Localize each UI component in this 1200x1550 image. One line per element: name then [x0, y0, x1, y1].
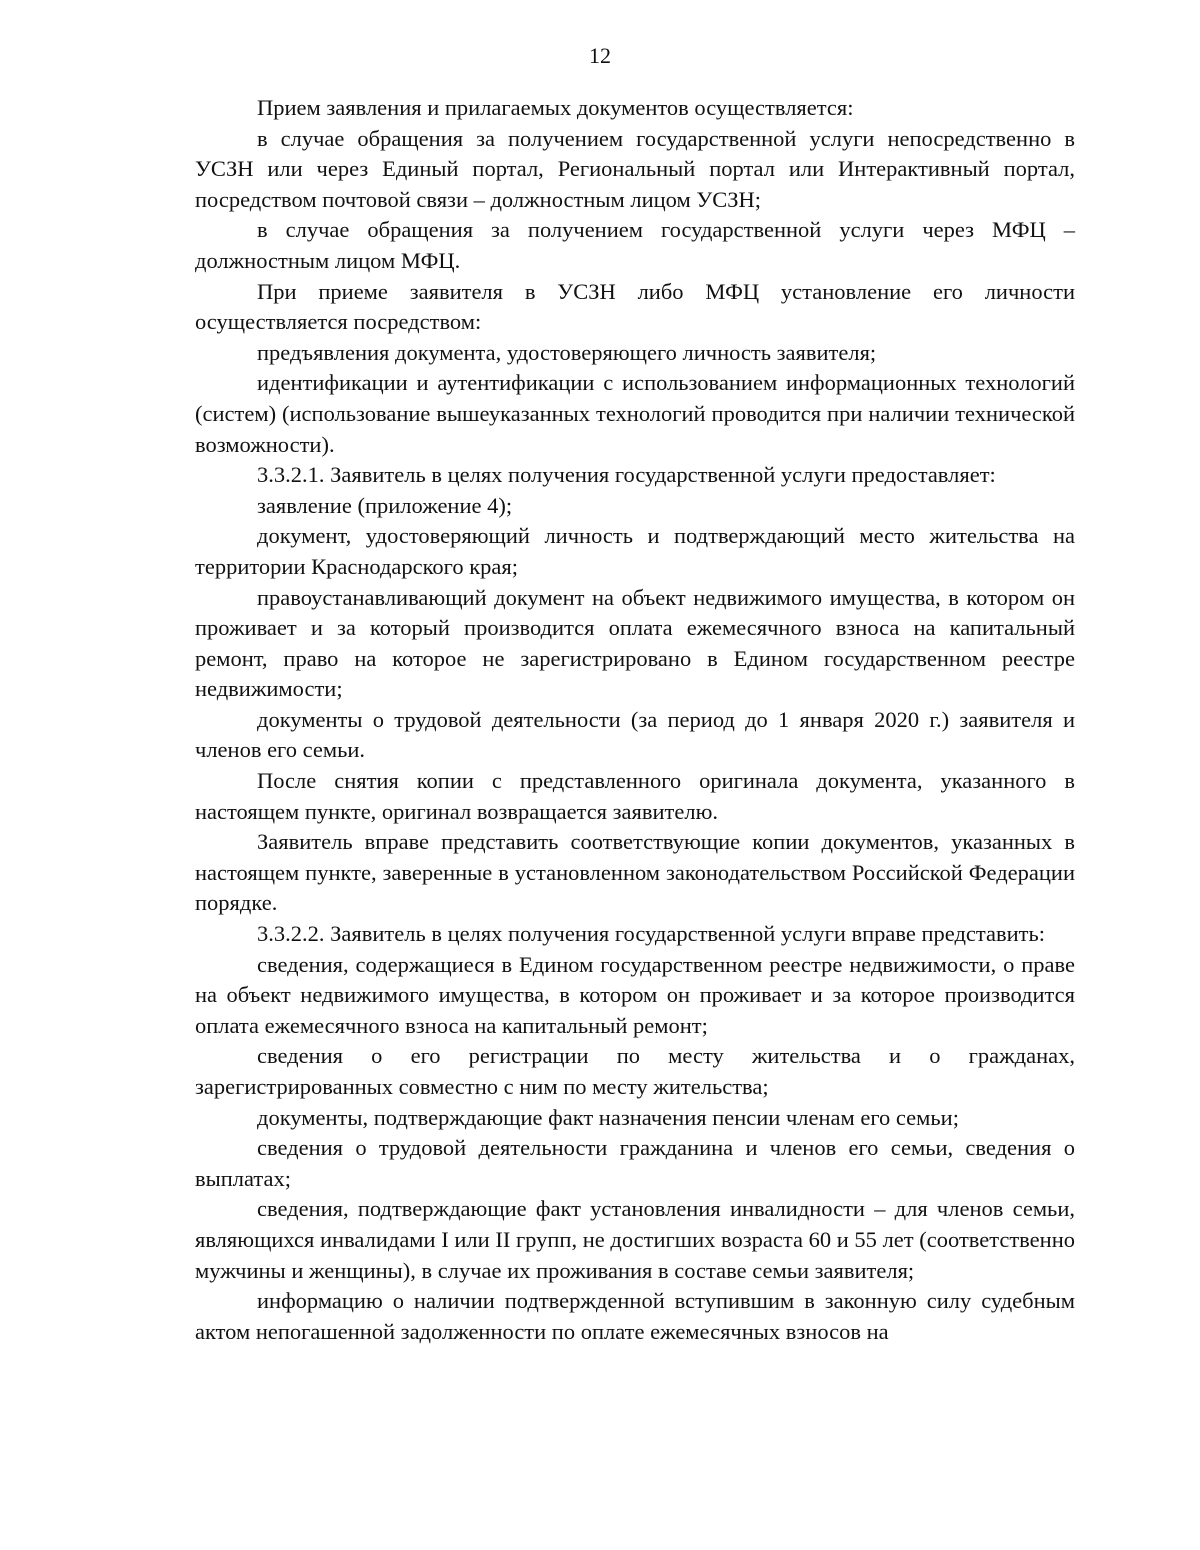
- paragraph: документы о трудовой деятельности (за период до 1 января 2020 г.) заявителя и членов его семьи.: [195, 706, 1075, 763]
- paragraph: в случае обращения за получением государственной услуги непосредственно в УСЗН или через Единый портал, Региональный портал или Интерактивный портал, посредством почтовой связи – должностным лицом УСЗН;: [195, 125, 1075, 212]
- paragraph: При приеме заявителя в УСЗН либо МФЦ установление его личности осуществляется посредством:: [195, 278, 1075, 335]
- paragraph: Прием заявления и прилагаемых документов осуществляется:: [257, 95, 854, 120]
- paragraph: правоустанавливающий документ на объект недвижимого имущества, в котором он проживает и за который производится оплата ежемесячного взноса на капитальный ремонт, право на которое не зарегистрировано в Едином государственном реестре недвижимости;: [195, 584, 1075, 702]
- paragraph: сведения о трудовой деятельности гражданина и членов его семьи, сведения о выплатах;: [195, 1135, 1075, 1191]
- section-heading-3-3-2-1: 3.3.2.1. Заявитель в целях получения государственной услуги предоставляет:: [257, 462, 996, 488]
- paragraph: сведения о его регистрации по месту жительства и о гражданах, зарегистрированных совместно с ним по месту жительства;: [195, 1043, 1075, 1099]
- document-body: [195, 93, 1075, 1347]
- paragraph: сведения, подтверждающие факт установления инвалидности – для членов семьи, являющихся инвалидами I или II групп, не достигших возраста 60 и 55 лет (соответственно мужчины и женщины), в случае их проживания в составе семьи заявителя;: [195, 1196, 1075, 1283]
- paragraph: сведения, содержащиеся в Едином государственном реестре недвижимости, о праве на объект недвижимого имущества, в котором он проживает и за которое производится оплата ежемесячного взноса на капитальный ремонт;: [195, 951, 1075, 1038]
- paragraph: заявление (приложение 4);: [257, 492, 513, 518]
- paragraph: идентификации и аутентификации с использованием информационных технологий (систем) (использование вышеуказанных технологий проводится при наличии технической возможности).: [195, 370, 1075, 457]
- paragraph: Заявитель вправе представить соответствующие копии документов, указанных в настоящем пункте, заверенные в установленном законодательством Российской Федерации порядке.: [195, 829, 1075, 916]
- paragraph: предъявления документа, удостоверяющего личность заявителя;: [257, 339, 877, 365]
- page-number: 12: [589, 43, 611, 68]
- section-heading-3-3-2-2: 3.3.2.2. Заявитель в целях получения государственной услуги вправе представить:: [257, 921, 1046, 947]
- paragraph: в случае обращения за получением государственной услуги через МФЦ – должностным лицом МФЦ.: [195, 217, 1075, 273]
- paragraph: документы, подтверждающие факт назначения пенсии членам его семьи;: [257, 1104, 959, 1130]
- paragraph: документ, удостоверяющий личность и подтверждающий место жительства на территории Краснодарского края;: [195, 523, 1075, 579]
- paragraph: информацию о наличии подтвержденной вступившим в законную силу судебным актом непогашенной задолженности по оплате ежемесячных взносов на: [195, 1288, 1075, 1344]
- paragraph: После снятия копии с представленного оригинала документа, указанного в настоящем пункте, оригинал возвращается заявителю.: [195, 768, 1075, 824]
